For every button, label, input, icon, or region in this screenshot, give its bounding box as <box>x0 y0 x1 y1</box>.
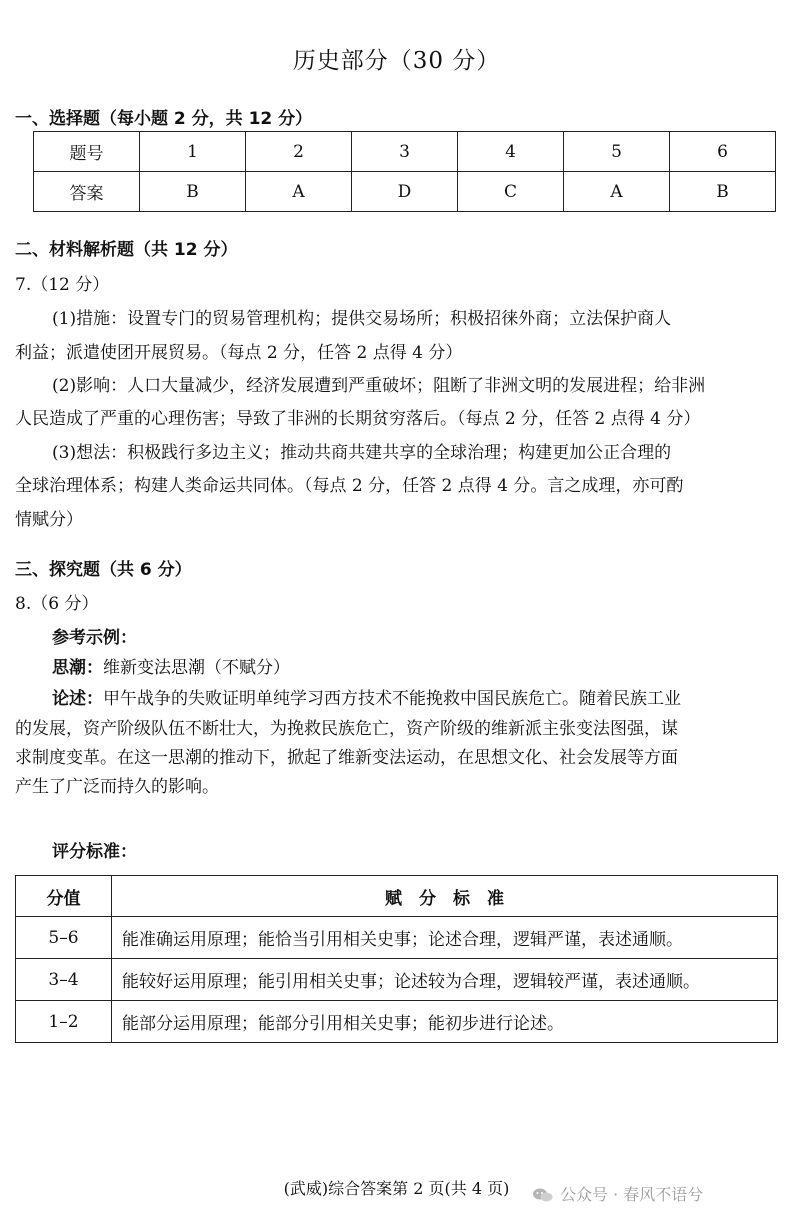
table-row <box>34 132 776 172</box>
table-row <box>34 172 776 212</box>
sample-label: 参考示例： <box>52 628 137 648</box>
table-row <box>16 959 778 1001</box>
text-line: 产生了广泛而持久的影响。 <box>15 777 219 797</box>
text-line: (2)影响：人口大量减少，经济发展遭到严重破坏；阻断了非洲文明的发展进程；给非洲 <box>52 376 706 396</box>
text-line: 全球治理体系；构建人类命运共同体。（每点 2 分，任答 2 点得 4 分。言之成理，亦可酌 <box>15 476 684 496</box>
argument-label: 论述： <box>52 689 103 709</box>
header-score: 分值 <box>16 876 112 917</box>
text-line: 利益；派遣使团开展贸易。（每点 2 分，任答 2 点得 4 分） <box>15 343 463 363</box>
scoring-label: 评分标准： <box>52 842 137 862</box>
section-heading-inquiry: 三、探究题（共 6 分） <box>15 560 192 580</box>
text-line: 求制度变革。在这一思潮的推动下，掀起了维新变法运动，在思想文化、社会发展等方面 <box>15 748 678 768</box>
argument-line <box>52 684 681 709</box>
score-cell: 1–2 <box>16 1001 112 1043</box>
text-line: (3)想法：积极践行多边主义；推动共商共建共享的全球治理；构建更加公正合理的 <box>52 443 672 463</box>
table-cell: A <box>563 172 669 212</box>
score-cell: 5–6 <box>16 917 112 959</box>
question-number: 7.（12 分） <box>15 275 110 295</box>
page-footer: (武威)综合答案第 2 页(共 4 页) <box>283 1179 510 1198</box>
table-cell: 5 <box>563 132 669 172</box>
section-heading-choice: 一、选择题（每小题 2 分，共 12 分） <box>15 109 313 129</box>
text-line: (1)措施：设置专门的贸易管理机构；提供交易场所；积极招徕外商；立法保护商人 <box>52 309 672 329</box>
section-heading-material: 二、材料解析题（共 12 分） <box>15 240 238 260</box>
text-line: 甲午战争的失败证明单纯学习西方技术不能挽救中国民族危亡。随着民族工业 <box>103 689 681 709</box>
table-cell: 3 <box>352 132 458 172</box>
table-cell: 1 <box>140 132 246 172</box>
table-cell: 4 <box>458 132 564 172</box>
table-row <box>16 917 778 959</box>
page-title: 历史部分（30 分） <box>292 48 501 74</box>
watermark-text: 公众号 · 春风不语兮 <box>560 1185 704 1204</box>
text-line: 情赋分） <box>15 510 83 530</box>
criteria-cell: 能部分运用原理；能部分引用相关史事；能初步进行论述。 <box>112 1001 778 1043</box>
watermark <box>532 1182 703 1205</box>
score-cell: 3–4 <box>16 959 112 1001</box>
table-cell: C <box>458 172 564 212</box>
scoring-table <box>15 875 778 1043</box>
table-cell: D <box>352 172 458 212</box>
answer-table <box>33 131 776 212</box>
criteria-cell: 能较好运用原理；能引用相关史事；论述较为合理，逻辑较严谨，表述通顺。 <box>112 959 778 1001</box>
table-cell: 2 <box>246 132 352 172</box>
table-header-row <box>16 876 778 917</box>
thought-label: 思潮： <box>52 658 103 678</box>
table-cell: A <box>246 172 352 212</box>
text-line: 人民造成了严重的心理伤害；导致了非洲的长期贫穷落后。（每点 2 分，任答 2 点得 4 分） <box>15 409 701 429</box>
table-cell: B <box>669 172 775 212</box>
table-row <box>16 1001 778 1043</box>
table-cell: B <box>140 172 246 212</box>
thought-line <box>52 653 290 678</box>
wechat-icon <box>532 1187 554 1203</box>
header-criteria: 赋 分 标 准 <box>112 876 778 917</box>
text-line: 的发展，资产阶级队伍不断壮大，为挽救民族危亡，资产阶级的维新派主张变法图强，谋 <box>15 719 678 739</box>
table-cell: 题号 <box>34 132 140 172</box>
thought-text: 维新变法思潮（不赋分） <box>103 658 290 678</box>
question-number: 8.（6 分） <box>15 594 99 614</box>
criteria-cell: 能准确运用原理；能恰当引用相关史事；论述合理，逻辑严谨，表述通顺。 <box>112 917 778 959</box>
table-cell: 答案 <box>34 172 140 212</box>
table-cell: 6 <box>669 132 775 172</box>
